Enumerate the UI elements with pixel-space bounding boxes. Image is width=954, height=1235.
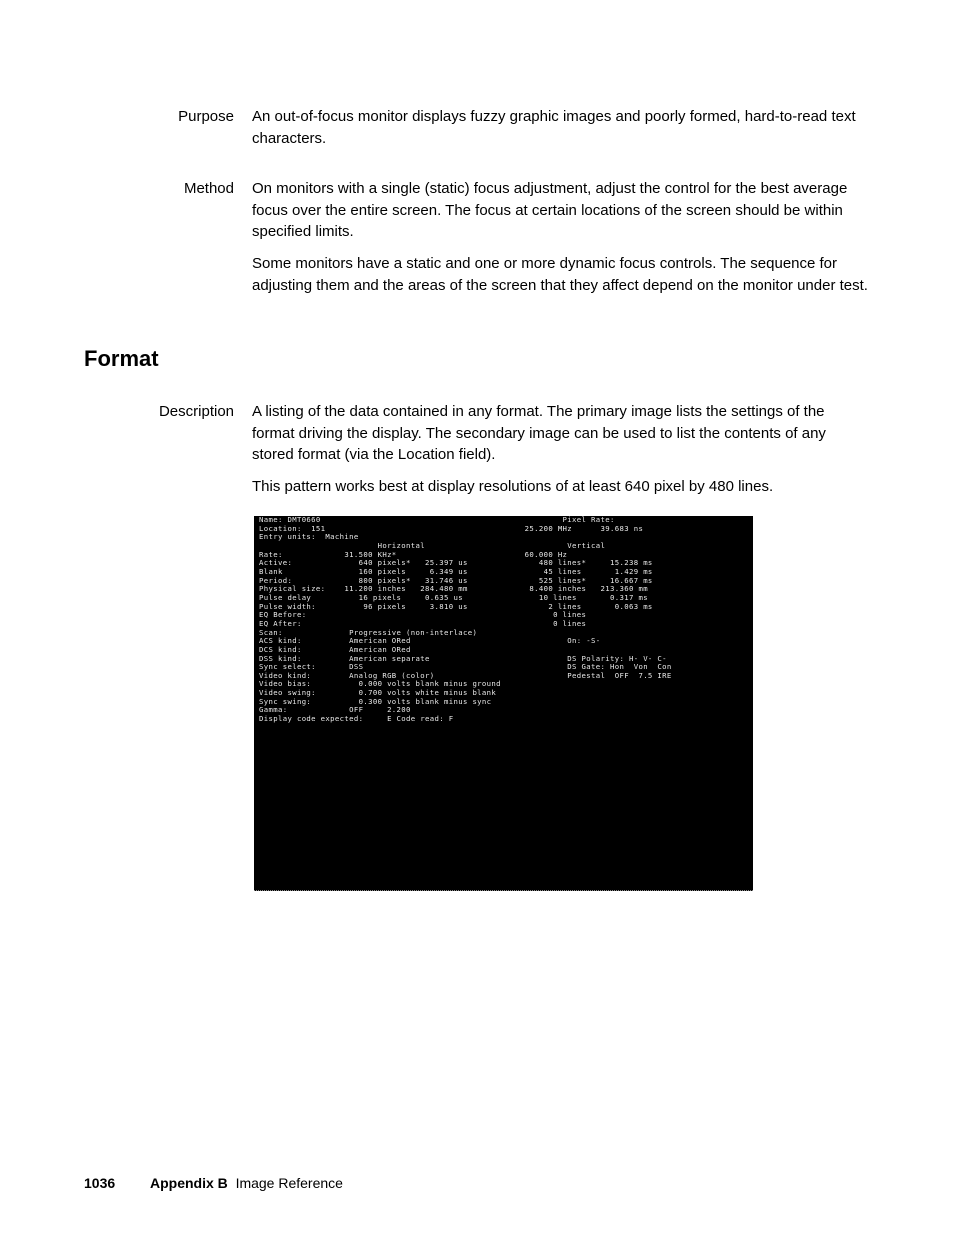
page-number: 1036 — [84, 1175, 116, 1191]
method-label: Method — [183, 180, 234, 197]
purpose-label: Purpose — [178, 108, 234, 125]
footer-appendix: Appendix B — [150, 1175, 228, 1191]
method-paragraph-1: On monitors with a single (static) focus adjustment, adjust the control for the best average focus over the entire screen. The focus at certain locations of the screen should be within specified limits. — [252, 180, 848, 240]
format-heading: Format — [84, 346, 159, 371]
method-paragraph-2: Some monitors have a static and one or more dynamic focus controls. The sequence for adjusting them and the areas of the screen that they affect depend on the monitor under test. — [252, 255, 868, 294]
running-footer — [150, 1174, 343, 1192]
footer-section: Image Reference — [235, 1175, 343, 1191]
format-listing-text: Name: DMT0660 Pixel Rate: Location: 151 25.200 MHz 39.683 ns Entry units: Machine Horizontal Vertical Rate: 31.500 KHz* 60.000 Hz Active: 640 pixels* 25.397 us 480 lines* 15.238 ms Blank 160 pixels 6.349 us 45 lines 1.429 ms Period: 800 pixels* 31.746 us 525 lines* 16.667 ms Physical size: 11.200 inches 284.480 mm 8.400 inches 213.360 mm Pulse delay 16 pixels 0.635 us 10 lines 0.317 ms Pulse width: 96 pixels 3.810 us 2 lines 0.063 ms EQ Before: 0 lines EQ After: 0 lines Scan: Progressive (non-interlace) ACS kind: American ORed On: -S- DCS kind: American ORed DSS kind: American separate DS Polarity: H- V- C- Sync select: DSS DS Gate: Hon Von Con Video kind: Analog RGB (color) Pedestal OFF 7.5 IRE Video bias: 0.000 volts blank minus ground Video swing: 0.700 volts white minus blank Sync swing: 0.300 volts blank minus sync Gamma: OFF 2.200 Display code expected: E Code read: F — [259, 516, 672, 724]
format-screen-image — [254, 516, 753, 891]
description-paragraph-2: This pattern works best at display resolutions of at least 640 pixel by 480 lines. — [252, 478, 774, 495]
description-label: Description — [158, 403, 234, 420]
purpose-text: An out-of-focus monitor displays fuzzy graphic images and poorly formed, hard-to-read text characters. — [252, 108, 856, 147]
description-paragraph-1: A listing of the data contained in any format. The primary image lists the settings of the format driving the display. The secondary image can be used to list the contents of any stored format (via the Location field). — [252, 403, 826, 463]
